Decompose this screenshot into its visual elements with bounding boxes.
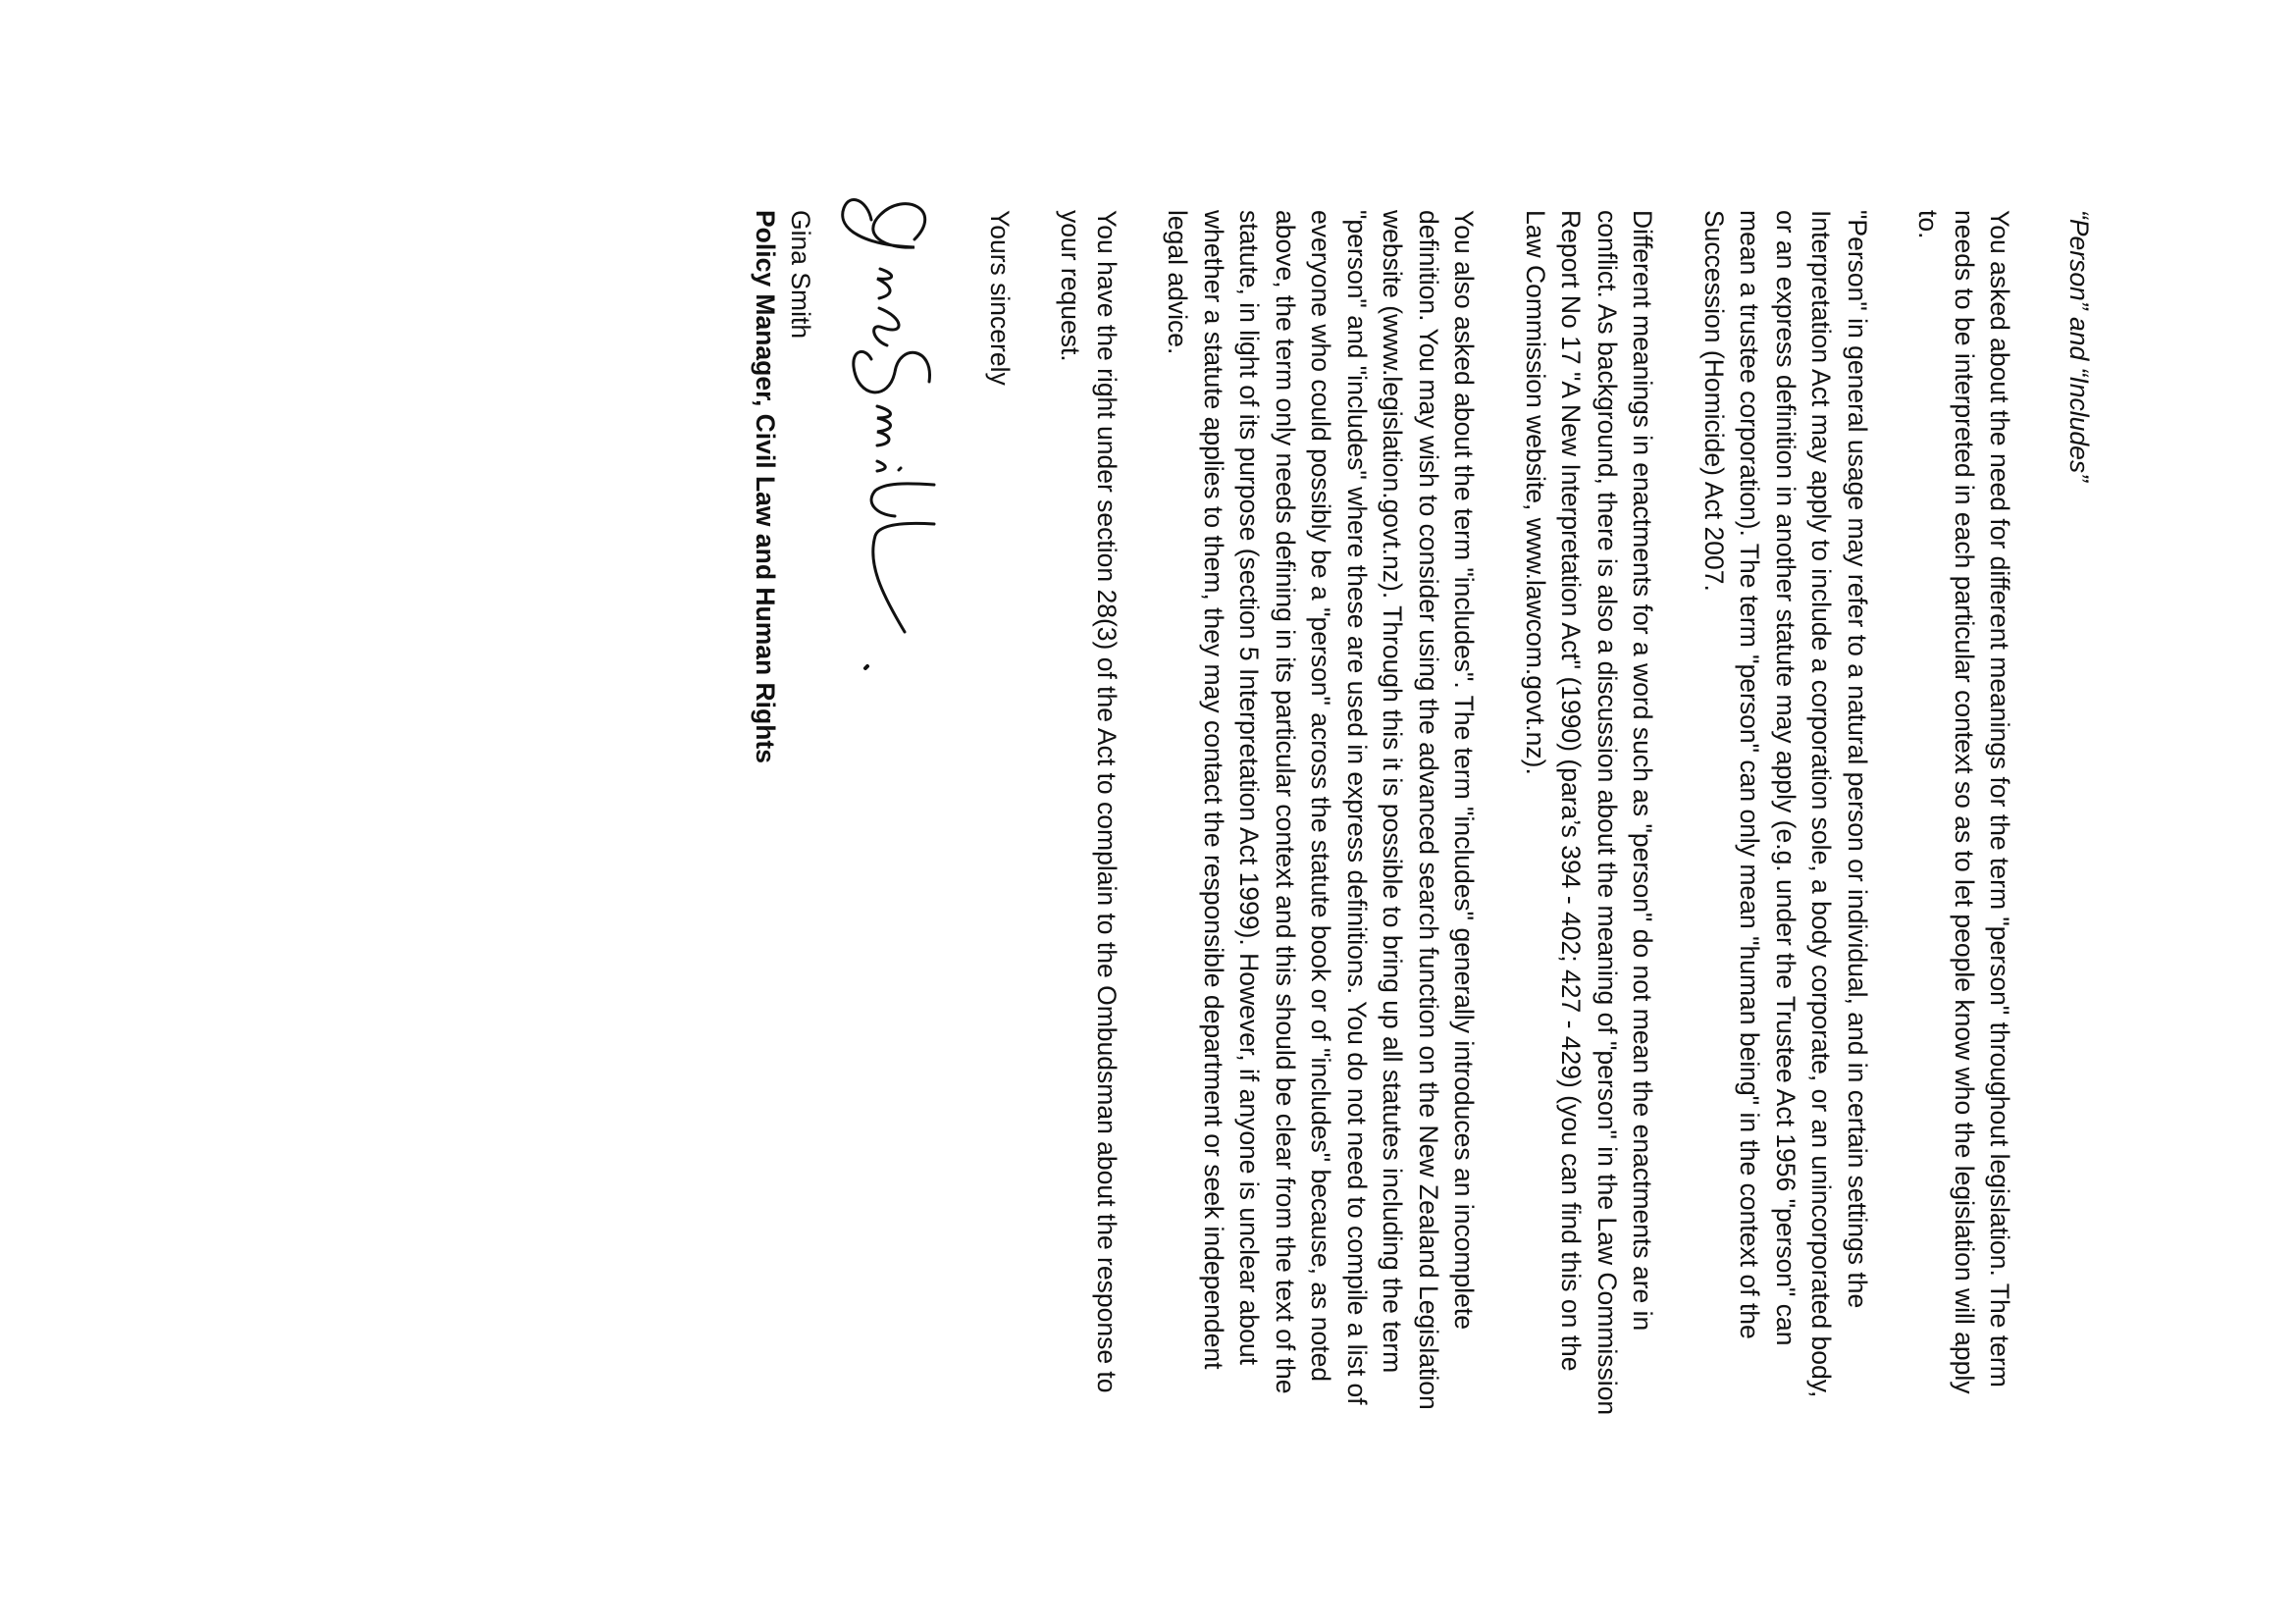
paragraph-ombudsman-right: You have the right under section 28(3) of the Act to complain to the Ombudsman about the response to your request. xyxy=(1056,210,1122,1393)
handwritten-signature xyxy=(827,171,974,720)
paragraph-person-meanings: You asked about the need for different meanings for the term "person" throughout legislation. The term needs to be interpreted in each particular context so as to let people know who the legislation will apply to. xyxy=(1913,210,2015,1394)
paragraph-different-meanings: Different meanings in enactments for a word such as "person" do not mean the enactments are in conflict. As background, there is also a discussion about the meaning of "person" in the Law Commission Report No 17 "A New Interpretation Act" (1990) (para’s 394 - 402; 427 - 429) (you can find this on the Law Commission website, www.lawcom.govt.nz). xyxy=(1521,210,1658,1416)
paragraph-includes: You also asked about the term "includes". The term "includes" generally introduces an incomplete definition. You may wish to consider using the advanced search function on the New Zealand Legislation website (www.legislation.govt.nz). Through this it is possible to bring up all statutes including the term "person" and "includes" where these are used in express definitions. You do not need to compile a list of everyone who could possibly be a "person" across the statute book or of "includes" because, as noted above, the term only needs defining in its particular context and this should be clear from the text of the statute, in light of its purpose (section 5 Interpretation Act 1999). However, if anyone is unclear about whether a statute applies to them, they may contact the responsible department or seek independent legal advice. xyxy=(1163,210,1480,1410)
signatory-title: Policy Manager, Civil Law and Human Rights xyxy=(751,210,780,763)
letter-page xyxy=(527,210,2097,1437)
paragraph-person-general-usage: "Person" in general usage may refer to a natural person or individual, and in certain settings the Interpretation Act may apply to include a corporation sole, a body corporate, or an unincorporated body, or an express definition in another statute may apply (e.g. under the Trustee Act 1956 "person" can mean a trustee corporation). The term "person" can only mean "human being" in the context of the Succession (Homicide) Act 2007. xyxy=(1699,210,1872,1398)
letter-heading: “Person” and “Includes” xyxy=(2064,210,2094,482)
signatory-name: Gina Smith xyxy=(786,210,816,340)
closing-salutation: Yours sincerely xyxy=(985,210,1015,386)
